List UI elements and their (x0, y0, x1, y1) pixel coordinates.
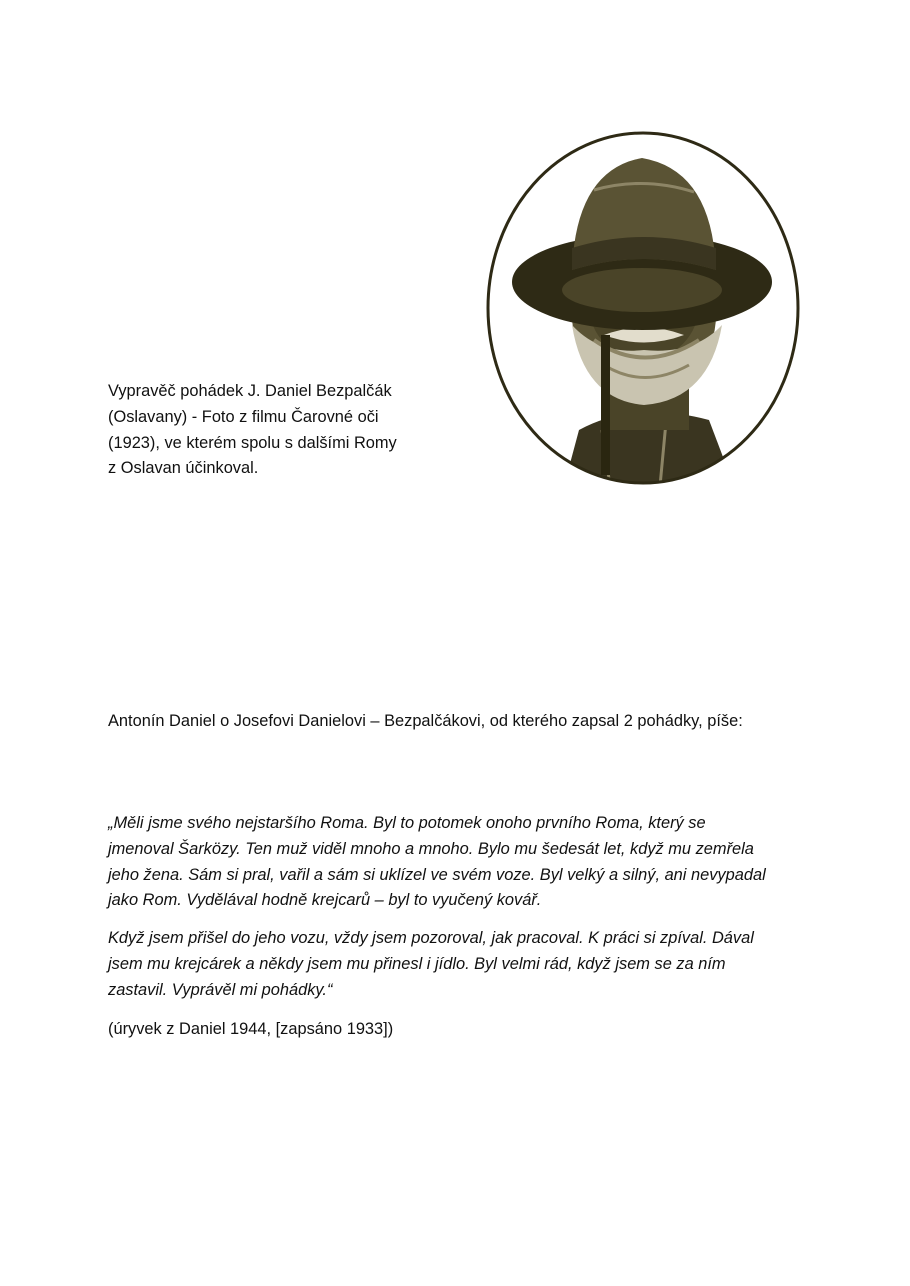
source-citation: (úryvek z Daniel 1944, [zapsáno 1933]) (108, 1020, 394, 1038)
storyteller-portrait (484, 130, 802, 486)
quote-line: jsem mu krejcárek a někdy jsem mu přinesl i jídlo. Byl velmi rád, když jsem se za ním (108, 954, 726, 973)
quote-line: zastavil. Vyprávěl mi pohádky.“ (108, 980, 333, 999)
intro-text: Antonín Daniel o Josefovi Danielovi – Bezpalčákovi, od kterého zapsal 2 pohádky, píše: (108, 712, 743, 730)
caption-line: (1923), ve kterém spolu s dalšími Romy (108, 433, 397, 452)
quote-line: jako Rom. Vydělával hodně krejcarů – byl to vyučený kovář. (108, 891, 542, 910)
quote-line: Když jsem přišel do jeho vozu, vždy jsem pozoroval, jak pracoval. K práci si zpíval. Dával (108, 929, 754, 947)
quote-line: jeho žena. Sám si pral, vařil a sám si uklízel ve svém voze. Byl velký a silný, ani nevypadal (108, 865, 766, 884)
quote-paragraph-1 (108, 811, 808, 914)
quote-line: „Měli jsme svého nejstaršího Roma. Byl to potomek onoho prvního Roma, který se (108, 814, 706, 832)
caption-line: Vypravěč pohádek J. Daniel Bezpalčák (108, 382, 392, 400)
quote-paragraph-2 (108, 926, 808, 1003)
quote-line: jmenoval Šarközy. Ten muž viděl mnoho a mnoho. Bylo mu šedesát let, když mu zemřela (108, 839, 754, 858)
caption-line: z Oslavan účinkoval. (108, 459, 259, 478)
caption-line: (Oslavany) - Foto z filmu Čarovné oči (108, 407, 379, 426)
photo-caption (108, 379, 438, 482)
